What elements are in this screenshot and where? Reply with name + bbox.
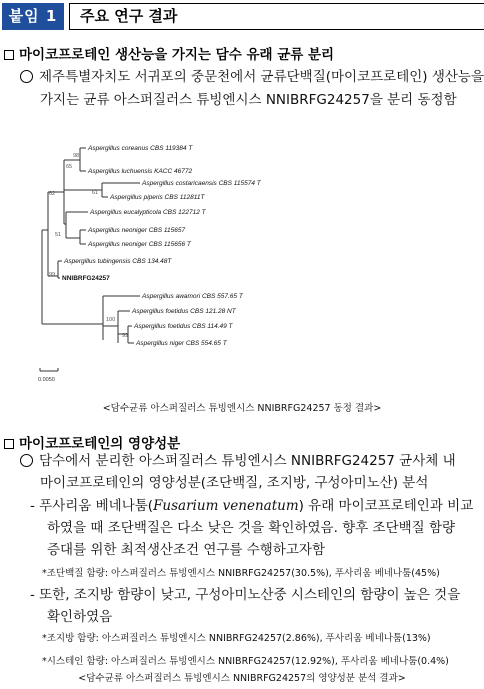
- header: [2, 3, 480, 30]
- taxon-label: Aspergillus awamori CBS 557.65 T: [142, 293, 243, 300]
- scale-bar-label: 0.0050: [38, 377, 55, 383]
- section1-heading: [4, 43, 334, 63]
- bootstrap-value: 51: [55, 232, 62, 238]
- taxon-label: Aspergillus neoniger CBS 115657: [88, 227, 186, 234]
- taxon-label: Aspergillus neoniger CBS 115656 T: [88, 241, 191, 248]
- circle-bullet-icon: [20, 454, 33, 467]
- taxon-label: Aspergillus foetidus CBS 114.49 T: [134, 323, 233, 330]
- section2-heading: [4, 432, 180, 452]
- nutrition-caption: <담수균류 아스퍼질러스 튜빙엔시스 NNIBRFG24257의 영양성분 분석 결과>: [78, 673, 406, 684]
- section2-bullet-line2: 마이코프로테인의 영양성분(조단백질, 조지방, 구성아미노산) 분석: [40, 475, 429, 491]
- section1-bullet-line2: 가지는 균류 아스퍼질러스 튜빙엔시스 NNIBRFG24257을 분리 동정함: [40, 92, 457, 108]
- circle-bullet-icon: [20, 70, 33, 83]
- bootstrap-value: 99: [122, 333, 129, 339]
- bootstrap-value: 65: [66, 164, 73, 170]
- dash2-line2: 확인하였음: [47, 609, 113, 625]
- bootstrap-value: 62: [49, 191, 56, 197]
- dash2-line1: - 또한, 조지방 함량이 낮고, 구성아미노산중 시스테인의 함량이 높은 것을: [30, 587, 461, 603]
- section2-heading-text: 마이코프로테인의 영양성분: [19, 436, 181, 452]
- bootstrap-value: 98: [73, 153, 80, 159]
- taxon-label: Aspergillus costaricaensis CBS 115574 T: [142, 180, 261, 187]
- tree-taxa-labels: [62, 145, 262, 347]
- taxon-label: Aspergillus tubingensis CBS 134.48T: [64, 258, 172, 265]
- dash1-line1: [30, 495, 473, 517]
- bootstrap-value: 100: [106, 317, 116, 323]
- dash1-line3: 증대를 위한 최적생산조건 연구를 수행하고자함: [47, 542, 325, 558]
- checkbox-square-icon: [4, 439, 14, 449]
- section1-bullet-line1: [20, 66, 484, 88]
- dash1-line2: 하였을 때 조단백질은 다소 낮은 것을 확인하였음. 향후 조단백질 함량: [47, 520, 456, 536]
- section2-bullet-line1: [20, 450, 456, 472]
- taxon-label: Aspergillus niger CBS 554.65 T: [136, 340, 227, 347]
- isolate-label: NNIBRFG24257: [62, 275, 110, 282]
- section1-bullet-text1: 제주특별자치도 서귀포의 중문천에서 균류단백질(마이코프로테인) 생산능을: [39, 69, 484, 85]
- note-crude-fat: *조지방 함량: 아스퍼질러스 튜빙엔시스 NNIBRFG24257(2.86%), 푸사리움 베네나툼(13%): [42, 633, 431, 644]
- bootstrap-value: 61: [92, 190, 99, 196]
- dash1-pre: - 푸사리움 베네나툼(: [30, 498, 154, 514]
- page-title: 주요 연구 결과: [69, 3, 484, 30]
- note-crude-protein: *조단백질 함량: 아스퍼질러스 튜빙엔시스 NNIBRFG24257(30.5%), 푸사리움 베네나툼(45%): [42, 568, 440, 579]
- section1-heading-text: 마이코프로테인 생산능을 가지는 담수 유래 균류 분리: [19, 47, 335, 63]
- taxon-label: Aspergillus eucalypticola CBS 122712 T: [90, 209, 206, 216]
- dash1-post: ) 유래 마이코프로테인과 비교: [298, 498, 474, 514]
- appendix-badge: 붙임 1: [2, 3, 64, 30]
- note-cysteine: *시스테인 함량: 아스퍼질러스 튜빙엔시스 NNIBRFG24257(12.92%), 푸사리움 베네나툼(0.4%): [42, 656, 449, 667]
- tree-caption: <담수균류 아스퍼질러스 튜빙엔시스 NNIBRFG24257 동정 결과>: [102, 403, 382, 414]
- taxon-label: Aspergillus piperis CBS 112811T: [110, 194, 205, 201]
- bootstrap-value: 99: [49, 272, 56, 278]
- checkbox-square-icon: [4, 50, 14, 60]
- taxon-label: Aspergillus foetidus CBS 121.28 NT: [132, 308, 236, 315]
- species-name: Fusarium venenatum: [153, 498, 299, 514]
- taxon-label: Aspergillus luchuensis KACC 46772: [88, 168, 193, 175]
- section2-bullet-text1: 담수에서 분리한 아스퍼질러스 튜빙엔시스 NNIBRFG24257 균사체 내: [39, 453, 456, 469]
- phylogenetic-tree: [0, 135, 484, 385]
- taxon-label: Aspergillus coreanus CBS 119384 T: [88, 145, 193, 152]
